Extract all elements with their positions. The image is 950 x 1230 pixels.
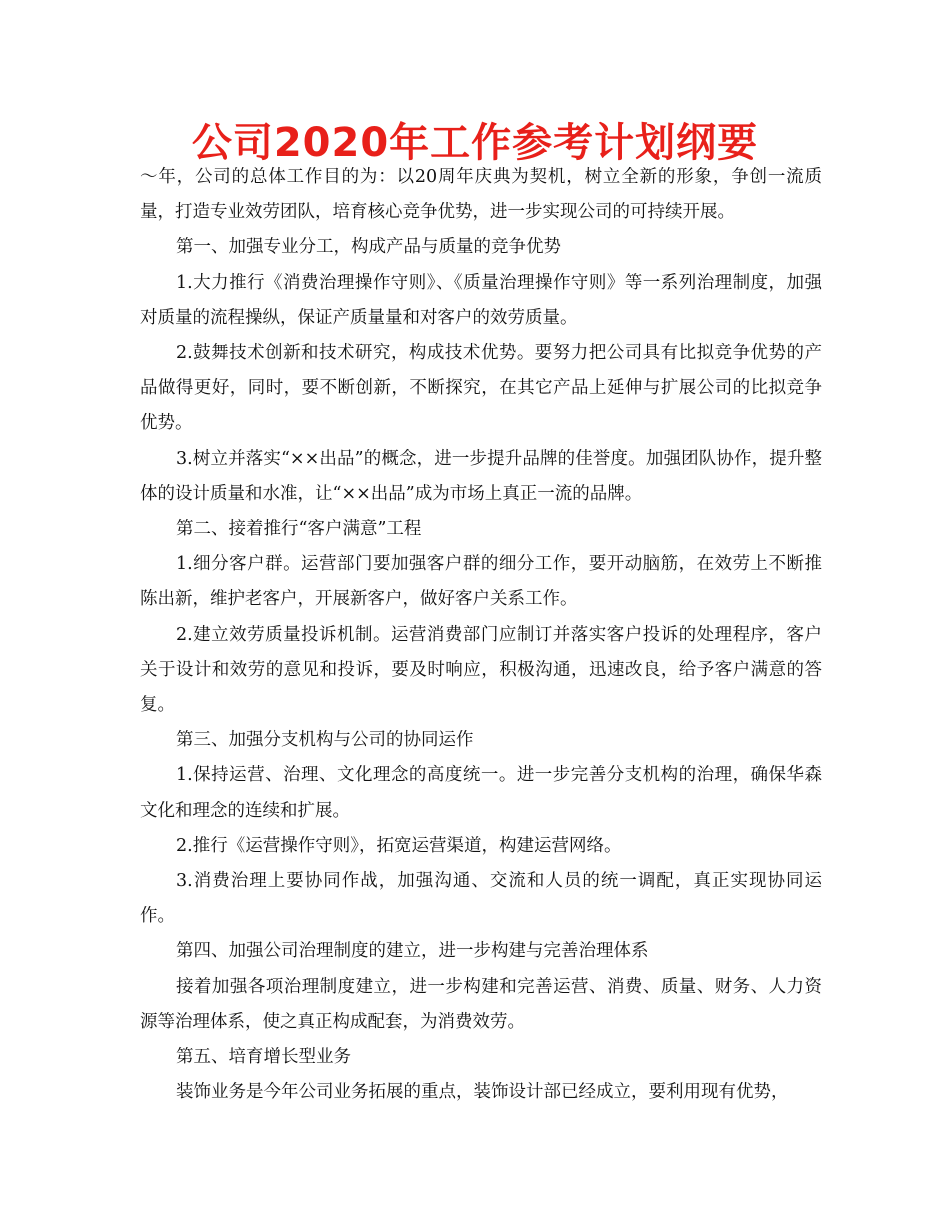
paragraph-4: 2.鼓舞技术创新和技术研究，构成技术优势。要努力把公司具有比拟竞争优势的产品做得更好，同时，要不断创新，不断探究，在其它产品上延伸与扩展公司的比拟竞争优势。 — [140, 343, 822, 434]
paragraph-14: 接着加强各项治理制度建立，进一步构建和完善运营、消费、质量、财务、人力资源等治理体系，使之真正构成配套，为消费效劳。 — [140, 976, 822, 1032]
paragraph-1: ～年，公司的总体工作目的为：以20周年庆典为契机，树立全新的形象，争创一流质量，打造专业效劳团队，培育核心竞争优势，进一步实现公司的可持续开展。 — [140, 167, 822, 223]
paragraph-15: 第五、培育增长型业务 — [176, 1047, 351, 1068]
paragraph-10: 1.保持运营、治理、文化理念的高度统一。进一步完善分支机构的治理，确保华森文化和理念的连续和扩展。 — [140, 765, 822, 821]
paragraph-12: 3.消费治理上要协同作战，加强沟通、交流和人员的统一调配，真正实现协同运作。 — [140, 871, 822, 927]
paragraph-8: 2.建立效劳质量投诉机制。运营消费部门应制订并落实客户投诉的处理程序，客户关于设计和效劳的意见和投诉，要及时响应，积极沟通，迅速改良，给予客户满意的答复。 — [140, 624, 822, 716]
paragraph-7: 1.细分客户群。运营部门要加强客户群的细分工作，要开动脑筋，在效劳上不断推陈出新，维护老客户，开展新客户，做好客户关系工作。 — [140, 554, 822, 610]
paragraph-9: 第三、加强分支机构与公司的协同运作 — [176, 730, 474, 751]
document-body — [140, 160, 822, 1110]
paragraph-5: 3.树立并落实“××出品”的概念，进一步提升品牌的佳誉度。加强团队协作，提升整体的设计质量和水准，让“××出品”成为市场上真正一流的品牌。 — [140, 448, 822, 504]
paragraph-13: 第四、加强公司治理制度的建立，进一步构建与完善治理体系 — [176, 941, 649, 962]
paragraph-11: 2.推行《运营操作守则》，拓宽运营渠道，构建运营网络。 — [176, 835, 622, 856]
paragraph-3: 1.大力推行《消费治理操作守则》、《质量治理操作守则》等一系列治理制度，加强对质量的流程操纵，保证产质量量和对客户的效劳质量。 — [140, 272, 822, 328]
document-title: 公司2020年工作参考计划纲要 — [191, 120, 759, 166]
paragraph-16: 装饰业务是今年公司业务拓展的重点，装饰设计部已经成立，要利用现有优势， — [176, 1082, 789, 1103]
paragraph-2: 第一、加强专业分工，构成产品与质量的竞争优势 — [176, 237, 561, 258]
paragraph-6: 第二、接着推行“客户满意”工程 — [176, 519, 422, 540]
